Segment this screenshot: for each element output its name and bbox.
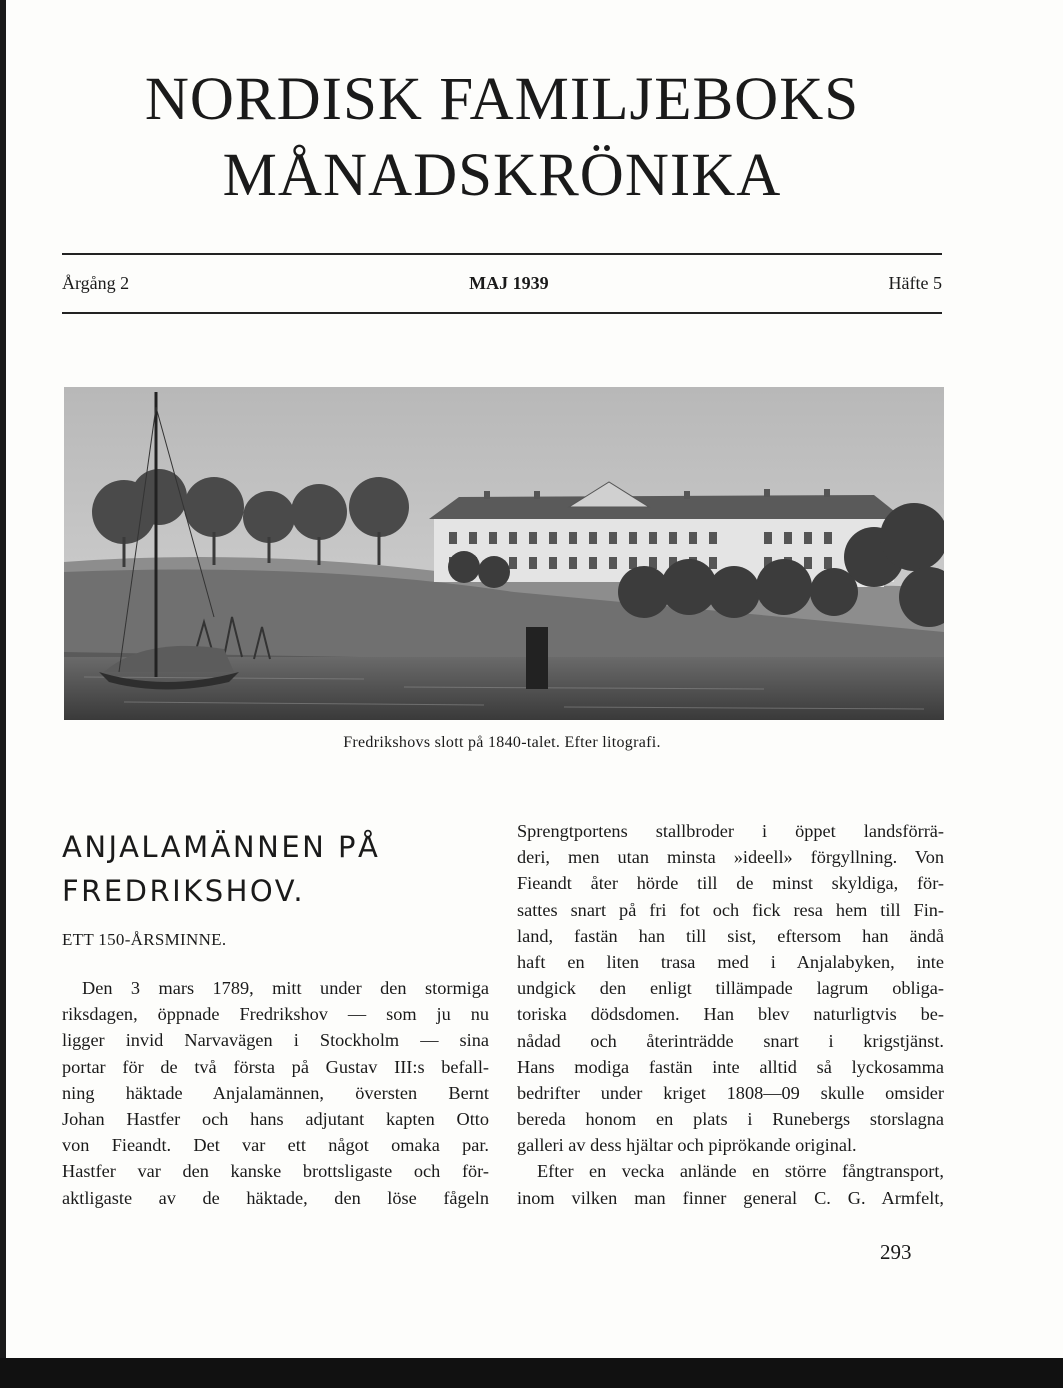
text-line: ning häktade Anjalamännen, översten Bernt: [62, 1082, 489, 1103]
lithograph-castle-landscape-icon: [64, 387, 944, 720]
text-line: land, fastän han till sist, eftersom han ändå: [517, 925, 944, 946]
article-title: [62, 825, 492, 913]
page-number: 293: [880, 1240, 912, 1264]
text-line: ligger invid Narvavägen i Stockholm — sina: [62, 1030, 489, 1051]
issue-date: MAJ 1939: [469, 272, 549, 293]
text-line: haft en liten trasa med i Anjalabyken, inte: [517, 951, 944, 972]
scan-bottom-edge: [0, 1358, 1063, 1388]
right-column: [517, 818, 944, 1211]
text-line: Den 3 mars 1789, mitt under den stormiga: [82, 978, 489, 998]
bottom-rule: [62, 312, 942, 314]
text-line: galleri av dess hjältar och piprökande original.: [517, 1135, 857, 1156]
volume-label: Årgång 2: [62, 272, 130, 293]
issue-info: [62, 270, 942, 296]
text-line: bedrifter under kriget 1808—09 skulle omsider: [517, 1082, 944, 1103]
article-title-line-1: ANJALAMÄNNEN PÅ: [62, 830, 381, 864]
text-line: Efter en vecka anlände en större fångtransport,: [537, 1161, 944, 1182]
article-title-line-2: FREDRIKSHOV.: [62, 874, 306, 908]
text-line: portar för de två första på Gustav III:s befall-: [62, 1056, 489, 1077]
figure-caption: Fredrikshovs slott på 1840-talet. Efter litografi.: [343, 734, 661, 751]
text-line: sattes snart på fri fot och fick resa hem till Fin-: [517, 899, 944, 920]
masthead: [62, 62, 942, 214]
text-line: von Fieandt. Det var ett något omaka par.: [62, 1135, 489, 1156]
masthead-line-2: MÅNADSKRÖNIKA: [222, 142, 782, 209]
top-rule: [62, 253, 942, 255]
text-line: toriska dödsdomen. Han blev naturligtvis be-: [517, 1004, 944, 1025]
text-line: Fieandt åter hörde till de minst skyldiga, för-: [517, 873, 944, 894]
text-line: Johan Hastfer och hans adjutant kapten Otto: [62, 1108, 489, 1129]
text-line: inom vilken man finner general C. G. Armfelt,: [517, 1187, 944, 1208]
issue-number: Häfte 5: [888, 272, 942, 293]
text-line: riksdagen, öppnade Fredrikshov — som ju nu: [62, 1004, 489, 1025]
text-line: deri, men utan minsta »ideell» förgyllning. Von: [517, 847, 944, 868]
text-line: Hastfer var den kanske brottsligaste och för-: [62, 1161, 489, 1182]
text-line: Hans modiga fastän inte alltid så lyckosamma: [517, 1056, 944, 1077]
article-subtitle: ETT 150-ÅRSMINNE.: [62, 930, 227, 949]
text-line: bereda honom en plats i Runebergs storslagna: [517, 1109, 944, 1130]
text-line: aktligaste av de häktade, den löse fågeln: [62, 1187, 489, 1208]
left-column: [62, 975, 489, 1211]
text-line: nådad och återinträdde snart i krigstjänst.: [517, 1030, 944, 1051]
text-line: Sprengtportens stallbroder i öppet landsförrä-: [517, 821, 944, 841]
scan-edge: [0, 0, 6, 1388]
text-line: undgick den enligt tillämpade lagrum obliga-: [517, 978, 944, 999]
masthead-line-1: NORDISK FAMILJEBOKS: [144, 66, 860, 133]
